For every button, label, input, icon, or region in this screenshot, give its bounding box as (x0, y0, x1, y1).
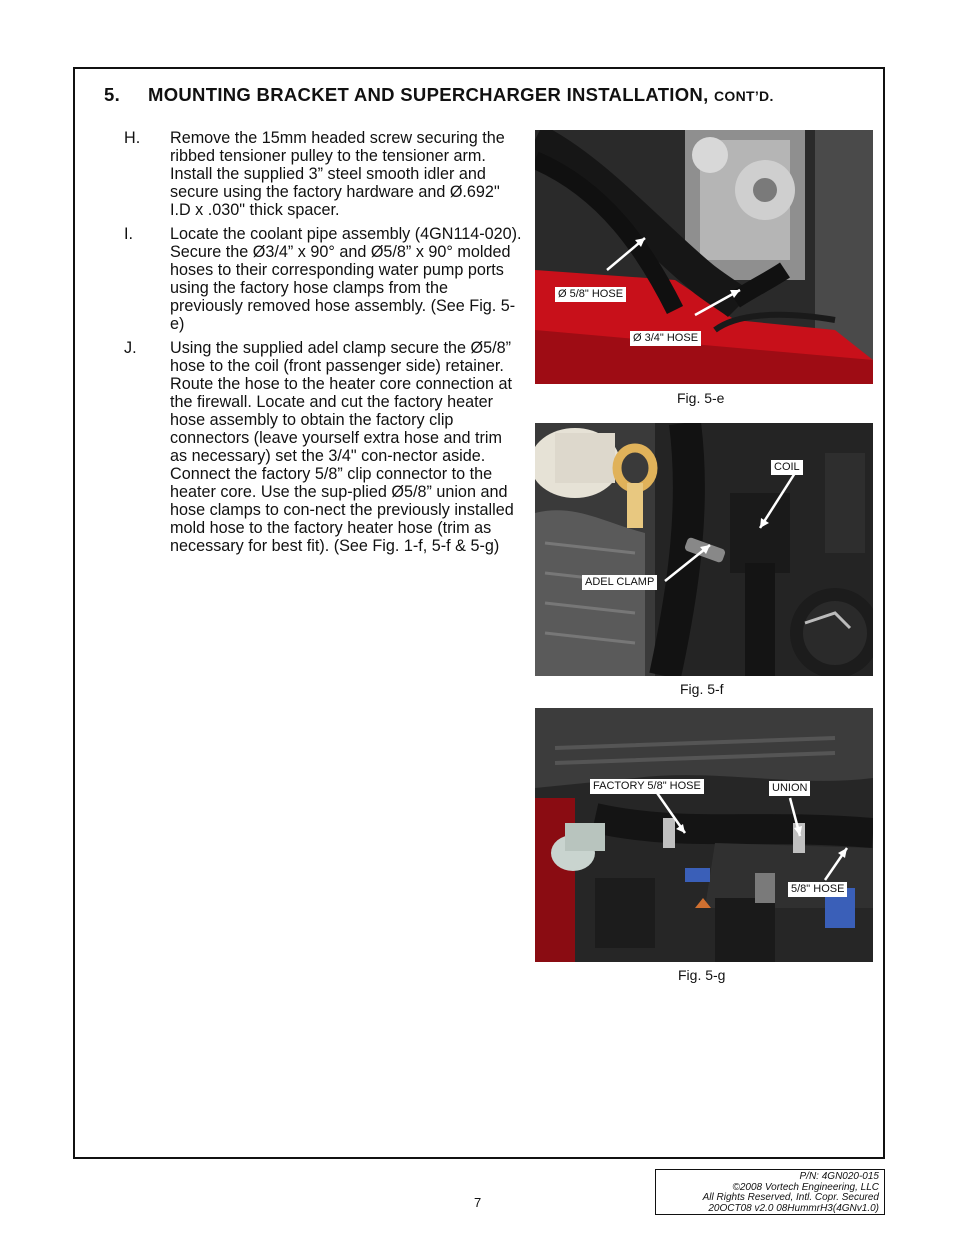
page-number: 7 (474, 1195, 482, 1210)
label-58-hose-g: 5/8" HOSE (788, 882, 847, 897)
section-heading (104, 84, 774, 106)
step-j (124, 339, 522, 555)
instruction-steps (124, 129, 522, 561)
step-letter: I. (124, 225, 133, 243)
footer-copyright-box (655, 1169, 885, 1215)
figure-5e-illustration (535, 130, 873, 384)
label-factory-hose: FACTORY 5/8" HOSE (590, 779, 704, 794)
step-text: Locate the coolant pipe assembly (4GN114-020). Secure the Ø3/4” x 90° and Ø5/8” x 90° molded hoses to their corresponding water pump ports using the factory hose clamps from the previously removed hose assembly. (See Fig. 5-e) (170, 225, 522, 333)
figure-5e-photo (535, 130, 873, 384)
footer-part-number: P/N: 4GN020-015 (799, 1171, 879, 1182)
figure-5g-photo (535, 708, 873, 962)
figure-5g-caption: Fig. 5-g (678, 967, 726, 983)
figure-5f-photo (535, 423, 873, 676)
label-34-hose: Ø 3/4" HOSE (630, 331, 701, 346)
figure-5f-caption: Fig. 5-f (680, 681, 724, 697)
section-number: 5. (104, 84, 121, 105)
figure-5e-caption: Fig. 5-e (677, 390, 725, 406)
section-title-suffix: CONT’D. (713, 88, 774, 104)
label-58-hose: Ø 5/8" HOSE (555, 287, 626, 302)
figure-5f-illustration (535, 423, 873, 676)
step-h (124, 129, 522, 219)
footer-rights: All Rights Reserved, Intl. Copr. Secured (702, 1192, 879, 1203)
step-letter: H. (124, 129, 141, 147)
step-letter: J. (124, 339, 137, 357)
step-i (124, 225, 522, 333)
label-coil: COIL (771, 460, 803, 475)
step-text: Using the supplied adel clamp secure the Ø5/8” hose to the coil (front passenger side) retainer. Route the hose to the heater core connection at the firewall. Locate and cut the factory heater hose assembly to obtain the factory clip connectors (leave yourself extra hose and trim as necessary) set the 3/4" con-nector aside. Connect the factory 5/8” clip connector to the heater core. Use the sup-plied Ø5/8” union and hose clamps to con-nect the previously installed mold hose to the factory heater hose (trim as necessary for best fit). (See Fig. 1-f, 5-f & 5-g) (170, 339, 514, 555)
label-union: UNION (769, 781, 810, 796)
footer-version: 20OCT08 v2.0 08HummrH3(4GNv1.0) (708, 1202, 879, 1214)
section-title: MOUNTING BRACKET AND SUPERCHARGER INSTALLATION, (148, 84, 709, 105)
label-adel-clamp: ADEL CLAMP (582, 575, 657, 590)
footer-copyright: ©2008 Vortech Engineering, LLC (732, 1181, 879, 1193)
step-text: Remove the 15mm headed screw securing the ribbed tensioner pulley to the tensioner arm. Install the supplied 3” steel smooth idler and secure using the factory hardware and Ø.692" I.D x .030" thick spacer. (170, 129, 505, 219)
figure-5g-illustration (535, 708, 873, 962)
